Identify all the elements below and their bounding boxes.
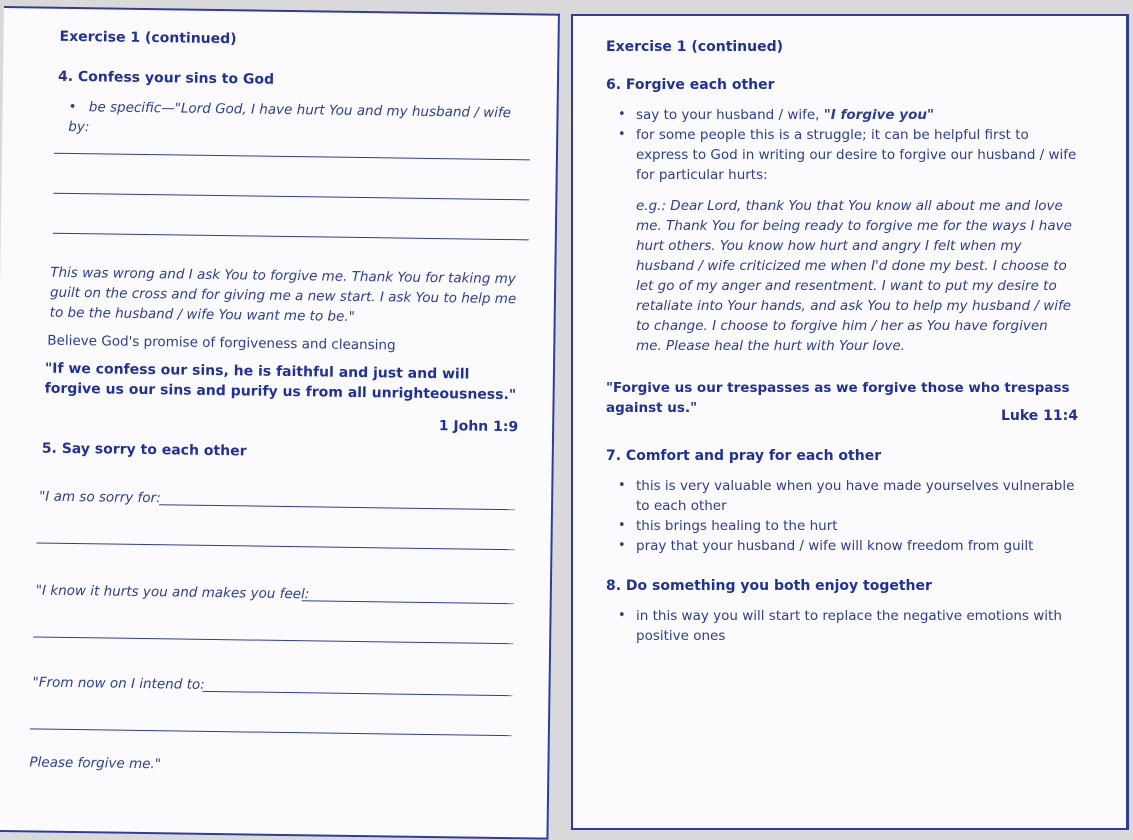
section-7-bullet-1-text: this is very valuable when you have made yourselves vulnerable to each other	[636, 478, 1075, 514]
bullet-glyph: •	[618, 518, 626, 533]
section-6-bullet-2	[618, 125, 1078, 185]
section-7-bullet-3-text: pray that your husband / wife will know freedom from guilt	[636, 538, 1034, 554]
write-line-sorry-1[interactable]	[159, 504, 515, 510]
section-8-title: 8. Do something you both enjoy together	[606, 578, 932, 594]
prompt-sorry-for: "I am so sorry for:	[39, 488, 161, 507]
section-7-bullet-1	[618, 476, 1078, 516]
section-7-bullet-2-text: this brings healing to the hurt	[636, 518, 838, 534]
section-6-title: 6. Forgive each other	[606, 77, 775, 93]
write-line-feel-1[interactable]	[302, 600, 514, 604]
section-6-bullet-1	[618, 105, 1078, 125]
prompt-intend-to: "From now on I intend to:	[32, 674, 205, 693]
left-exercise-title: Exercise 1 (continued)	[59, 28, 237, 48]
section-4-bullet-text: be specific—"Lord God, I have hurt You and my husband / wife by:	[68, 99, 512, 136]
section-7-list	[618, 476, 1078, 556]
section-5-title: 5. Say sorry to each other	[41, 440, 247, 460]
right-page	[571, 14, 1129, 830]
write-line-feel-2[interactable]	[33, 636, 513, 644]
verse-ref-1john: 1 John 1:9	[438, 418, 519, 436]
bullet-glyph: •	[618, 538, 626, 553]
left-page	[0, 6, 560, 840]
bullet-glyph: •	[618, 608, 626, 623]
section-4-bullet	[68, 97, 529, 143]
verse-ref-luke: Luke 11:4	[1000, 408, 1078, 424]
right-exercise-title: Exercise 1 (continued)	[606, 39, 784, 55]
write-line-intend-2[interactable]	[30, 728, 512, 736]
bullet-glyph: •	[68, 98, 77, 116]
section-4-title: 4. Confess your sins to God	[57, 68, 275, 88]
verse-1john: "If we confess our sins, he is faithful and just and will forgive us our sins and purify us from all unrighteousness."	[44, 360, 517, 404]
bullet-glyph: •	[618, 107, 626, 122]
verse-luke: "Forgive us our trespasses as we forgive those who trespass against us."	[606, 380, 1070, 416]
section-6-list	[618, 105, 1078, 185]
write-line-intend-1[interactable]	[202, 691, 512, 696]
section-6-bullet-1-text: say to your husband / wife,	[636, 107, 824, 123]
bullet-glyph: •	[618, 478, 626, 493]
closing-forgive-me: Please forgive me."	[29, 754, 162, 773]
bullet-glyph: •	[618, 127, 626, 142]
i-forgive-you-emphasis: "I forgive you"	[823, 107, 934, 123]
section-7-bullet-3	[618, 536, 1078, 556]
write-line-2[interactable]	[53, 193, 529, 201]
section-8-bullet-1	[618, 606, 1078, 646]
section-8-list	[618, 606, 1078, 646]
section-8-bullet-1-text: in this way you will start to replace the negative emotions with positive ones	[636, 608, 1062, 644]
section-7-bullet-2	[618, 516, 1078, 536]
example-prayer: e.g.: Dear Lord, thank You that You know all about me and love me. Thank You for being ready to forgive me for the ways I have hurt others. You know how hurt and angry I felt when my husband / wife criticized me when I'd done my best. I choose to let go of my anger and resentment. I want to put my desire to retaliate into Your hands, and ask You to help my husband / wife to change. I choose to forgive him / her as You have forgiven me. Please heal the hurt with Your love.	[636, 198, 1072, 354]
write-line-1[interactable]	[54, 153, 530, 161]
section-7-title: 7. Comfort and pray for each other	[606, 448, 882, 464]
section-6-bullet-2-text: for some people this is a struggle; it can be helpful first to express to God in writing our desire to forgive our husband / wife for particular hurts:	[636, 127, 1077, 183]
believe-text: Believe God's promise of forgiveness and cleansing	[47, 332, 396, 354]
confession-prayer: This was wrong and I ask You to forgive me. Thank You for taking my guilt on the cross and for giving me a new start. I ask You to help me to be the husband / wife You want me to be."	[49, 264, 517, 325]
prompt-hurts-feel: "I know it hurts you and makes you feel:	[35, 582, 310, 603]
write-line-sorry-2[interactable]	[36, 543, 514, 551]
write-line-3[interactable]	[53, 233, 529, 241]
